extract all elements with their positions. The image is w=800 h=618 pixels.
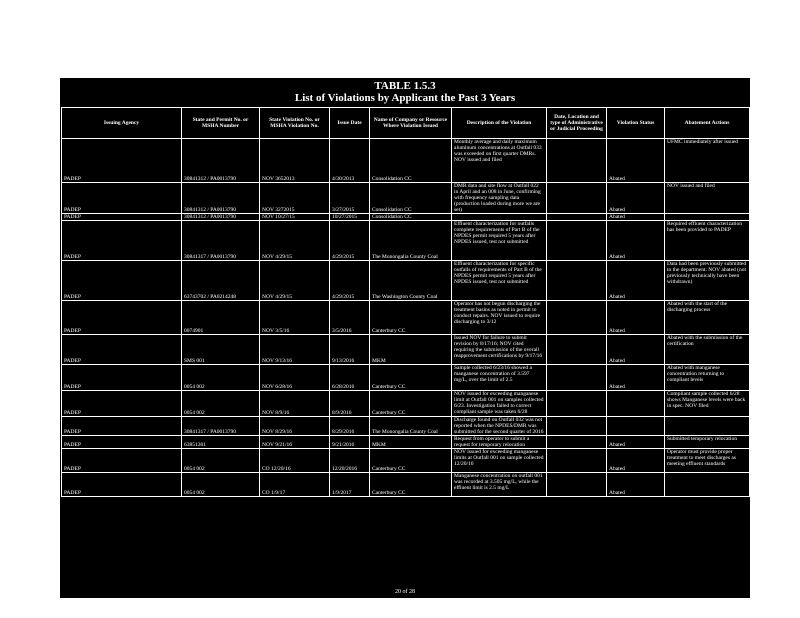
status-cell: Abated	[607, 335, 665, 365]
abatement-cell: UFMC immediately after issued	[665, 139, 750, 183]
description-cell: Effluent characterization for outfalls complete requirements of Part B of the NPDES permit required 5 years after NPDES issued, test not submitted	[452, 221, 547, 261]
permit-cell: 0054 002	[182, 473, 260, 497]
violation-number-cell: CO 1/9/17	[260, 473, 330, 497]
agency-cell: PADEP	[62, 335, 182, 365]
company-cell: The Monongalia County Coal	[370, 221, 452, 261]
proceeding-cell	[547, 449, 607, 473]
abatement-cell: Abated with the start of the discharging process	[665, 301, 750, 335]
violation-number-cell: NOV 3/5/16	[260, 301, 330, 335]
agency-cell: PADEP	[62, 261, 182, 301]
status-cell: Abated	[607, 183, 665, 214]
permit-cell: 0074901	[182, 301, 260, 335]
header-cell: Violation Status	[607, 108, 665, 139]
violations-table	[61, 107, 750, 497]
description-cell: Operator has not begun discharging the treatment basins as noted in permit to conduct repairs. NOV issued to require discharging to 3/12	[452, 301, 547, 335]
description-cell: DMR data and site flow at Outfall 022 in April and an 008 in June, confirming with frequency sampling data (production loaded during more we are set)	[452, 183, 547, 214]
proceeding-cell	[547, 139, 607, 183]
company-cell: Canterbury CC	[370, 301, 452, 335]
table-row	[62, 261, 750, 301]
company-cell: The Monongalia County Coal	[370, 417, 452, 436]
table-row	[62, 221, 750, 261]
permit-cell: 30841312 / PA0013790	[182, 183, 260, 214]
agency-cell: PADEP	[62, 221, 182, 261]
table-row	[62, 183, 750, 214]
table-row	[62, 449, 750, 473]
issue-date-cell: 4/29/2015	[330, 261, 370, 301]
abatement-cell: Required effluent characterization has been provided to PADEP	[665, 221, 750, 261]
table-row	[62, 417, 750, 436]
status-cell: Abated	[607, 473, 665, 497]
issue-date-cell: 8/29/2016	[330, 417, 370, 436]
company-cell: Consolidation CC	[370, 139, 452, 183]
table-row	[62, 214, 750, 221]
abatement-cell: Submitted temporary relocation	[665, 436, 750, 449]
permit-cell: 63743702 / PA0214248	[182, 261, 260, 301]
description-cell: Manganese concentration on outfall 001 was recorded at 3.505 mg/L, while the effluent limit is 2.5 mg/L	[452, 473, 547, 497]
description-cell: Issued NOV for failure to submit revision by 8/17/16; NOV cited requiring the submission of the overall reapprovement certifications by 9/17/16	[452, 335, 547, 365]
abatement-cell: Abated with manganese concentration returning to compliant levels	[665, 365, 750, 391]
table-row	[62, 139, 750, 183]
issue-date-cell: 4/29/2015	[330, 221, 370, 261]
company-cell: MKM	[370, 436, 452, 449]
proceeding-cell	[547, 436, 607, 449]
violation-number-cell: NOV 4/29/15	[260, 261, 330, 301]
header-cell: Date, Location and type of Administrative or Judicial Proceeding	[547, 108, 607, 139]
header-cell: Issuing Agency	[62, 108, 182, 139]
issue-date-cell: 6/28/2016	[330, 365, 370, 391]
abatement-cell: Abated with the submission of the certification	[665, 335, 750, 365]
abatement-cell: Compliant sample collected 6/28 shows Manganese levels were back in spec. NOV filed	[665, 391, 750, 417]
issue-date-cell: 8/9/2016	[330, 391, 370, 417]
header-row	[62, 108, 750, 139]
company-cell: Consolidation CC	[370, 183, 452, 214]
status-cell: Abated	[607, 301, 665, 335]
agency-cell: PADEP	[62, 139, 182, 183]
company-cell: MKM	[370, 335, 452, 365]
proceeding-cell	[547, 417, 607, 436]
abatement-cell: NOV issued and filed	[665, 183, 750, 214]
permit-cell: 63851301	[182, 436, 260, 449]
description-cell: NOV issued for exceeding manganese limit at Outfall 001 on samples collected 6/23. Investigation failed to correct compliant sample was taken 6/28	[452, 391, 547, 417]
status-cell	[607, 417, 665, 436]
issue-date-cell: 12/20/2016	[330, 449, 370, 473]
agency-cell: PADEP	[62, 365, 182, 391]
status-cell: Abated	[607, 221, 665, 261]
agency-cell: PADEP	[62, 214, 182, 221]
issue-date-cell: 10/27/2015	[330, 214, 370, 221]
permit-cell: 0054 002	[182, 365, 260, 391]
abatement-cell	[665, 214, 750, 221]
status-cell: Abated	[607, 139, 665, 183]
description-cell: Sample collected 6/23/16 showed a manganese concentration of 3.597 mg/L, over the limit of 2.5	[452, 365, 547, 391]
agency-cell: PADEP	[62, 391, 182, 417]
abatement-cell	[665, 473, 750, 497]
violation-number-cell: NOV 9/21/16	[260, 436, 330, 449]
status-cell: Abated	[607, 214, 665, 221]
abatement-cell: Operator must provide proper treatment to meet discharges as meeting effluent standards	[665, 449, 750, 473]
header-cell: Abatement Actions	[665, 108, 750, 139]
description-cell: Discharge found on Outfall 032 was not reported when the NPDES/DMR was submitted for the second quarter of 2016	[452, 417, 547, 436]
violation-number-cell: NOV 6/28/16	[260, 365, 330, 391]
issue-date-cell: 9/13/2016	[330, 335, 370, 365]
permit-cell: 30841317 / PA0013790	[182, 221, 260, 261]
violation-number-cell: NOV 3652013	[260, 139, 330, 183]
description-cell: Request from operator to submit a request for temporary relocation	[452, 436, 547, 449]
status-cell: Abated	[607, 365, 665, 391]
status-cell	[607, 391, 665, 417]
company-cell: Canterbury CC	[370, 391, 452, 417]
description-cell: NOV issued for exceeding manganese limits at Outfall 001 on sample collected 12/20/16	[452, 449, 547, 473]
description-cell	[452, 214, 547, 221]
header-cell: State Violation No. or MSHA Violation No.	[260, 108, 330, 139]
description-cell: Monthly average and daily maximum aluminum concentrations at Outfall 033 was exceeded on first quarter DMRs. NOV issued and filed	[452, 139, 547, 183]
document-page	[60, 78, 750, 598]
company-cell: Consolidation CC	[370, 214, 452, 221]
table-subtitle: List of Violations by Applicant the Past 3 Years	[294, 92, 516, 104]
permit-cell: 0054 002	[182, 449, 260, 473]
violation-number-cell: NOV 4/29/15	[260, 221, 330, 261]
company-cell: Canterbury CC	[370, 449, 452, 473]
header-cell: State and Permit No. or MSHA Number	[182, 108, 260, 139]
proceeding-cell	[547, 301, 607, 335]
violation-number-cell: NOV 10/27/15	[260, 214, 330, 221]
violation-number-cell: NOV 8/9/16	[260, 391, 330, 417]
issue-date-cell: 1/9/2017	[330, 473, 370, 497]
company-cell: The Washington County Coal	[370, 261, 452, 301]
agency-cell: PADEP	[62, 449, 182, 473]
proceeding-cell	[547, 214, 607, 221]
table-row	[62, 365, 750, 391]
issue-date-cell: 4/30/2013	[330, 139, 370, 183]
violation-number-cell: NOV 9/13/16	[260, 335, 330, 365]
agency-cell: PADEP	[62, 183, 182, 214]
proceeding-cell	[547, 335, 607, 365]
permit-cell: 30841312 / PA0013790	[182, 214, 260, 221]
company-cell: Canterbury CC	[370, 365, 452, 391]
proceeding-cell	[547, 261, 607, 301]
header-cell: Issue Date	[330, 108, 370, 139]
permit-cell: 30841312 / PA0013790	[182, 139, 260, 183]
proceeding-cell	[547, 183, 607, 214]
proceeding-cell	[547, 221, 607, 261]
permit-cell: 30841317 / PA0013790	[182, 417, 260, 436]
table-row	[62, 473, 750, 497]
agency-cell: PADEP	[62, 417, 182, 436]
status-cell: Abated	[607, 436, 665, 449]
proceeding-cell	[547, 365, 607, 391]
header-cell: Description of the Violation	[452, 108, 547, 139]
permit-cell: SMS 001	[182, 335, 260, 365]
violation-number-cell: NOV 8/29/16	[260, 417, 330, 436]
description-cell: Effluent characterization for specific outfalls of requirements of Part B of the NPDES permit required 5 years after NPDES issued, test not submitted	[452, 261, 547, 301]
abatement-cell	[665, 417, 750, 436]
proceeding-cell	[547, 391, 607, 417]
issue-date-cell: 9/21/2016	[330, 436, 370, 449]
agency-cell: PADEP	[62, 473, 182, 497]
permit-cell: 0054 002	[182, 391, 260, 417]
company-cell: Canterbury CC	[370, 473, 452, 497]
violation-number-cell: CO 12/20/16	[260, 449, 330, 473]
violation-number-cell: NOV 3272015	[260, 183, 330, 214]
header-cell: Name of Company or Resource Where Violation Issued	[370, 108, 452, 139]
issue-date-cell: 3/5/2016	[330, 301, 370, 335]
issue-date-cell: 3/27/2015	[330, 183, 370, 214]
table-row	[62, 301, 750, 335]
proceeding-cell	[547, 473, 607, 497]
table-row	[62, 391, 750, 417]
abatement-cell: Data had been previously submitted to the department. NOV abated (not previously technically have been withdrawn)	[665, 261, 750, 301]
agency-cell: PADEP	[62, 301, 182, 335]
table-row	[62, 436, 750, 449]
agency-cell: PADEP	[62, 436, 182, 449]
status-cell: Abated	[607, 449, 665, 473]
page-number: 20 of 28	[395, 589, 415, 595]
table-title: TABLE 1.5.3	[374, 80, 436, 92]
table-row	[62, 335, 750, 365]
status-cell: Abated	[607, 261, 665, 301]
